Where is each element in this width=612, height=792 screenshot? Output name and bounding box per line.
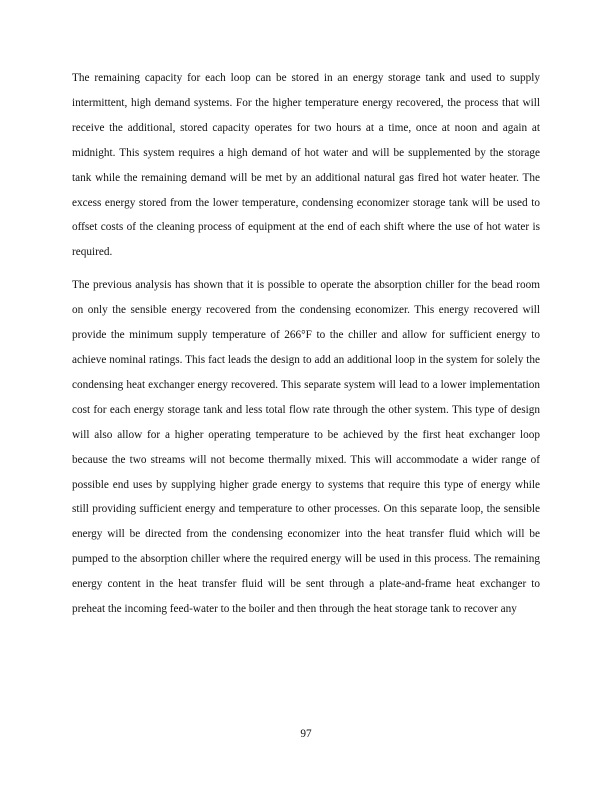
body-text [72, 66, 540, 622]
paragraph-absorption-chiller: The previous analysis has shown that it is possible to operate the absorption chiller for the bead room on only the sensible energy recovered from the condensing economizer. This energy recovered will provide the minimum supply temperature of 266°F to the chiller and allow for sufficient energy to achieve nominal ratings. This fact leads the design to add an additional loop in the system for solely the condensing heat exchanger energy recovered. This separate system will lead to a lower implementation cost for each energy storage tank and less total flow rate through the other system. This type of design will also allow for a higher operating temperature to be achieved by the first heat exchanger loop because the two streams will not become thermally mixed. This will accommodate a wider range of possible end uses by supplying higher grade energy to systems that require this type of energy while still providing sufficient energy and temperature to other processes. On this separate loop, the sensible energy will be directed from the condensing economizer into the heat transfer fluid which will be pumped to the absorption chiller where the required energy will be used in this process. The remaining energy content in the heat transfer fluid will be sent through a plate-and-frame heat exchanger to preheat the incoming feed-water to the boiler and then through the heat storage tank to recover any [72, 279, 540, 616]
page-number: 97 [300, 728, 312, 740]
paragraph-storage-capacity: The remaining capacity for each loop can be stored in an energy storage tank and used to supply intermittent, high demand systems. For the higher temperature energy recovered, the process that will receive the additional, stored capacity operates for two hours at a time, once at noon and again at midnight. This system requires a high demand of hot water and will be supplemented by the storage tank while the remaining demand will be met by an additional natural gas fired hot water heater. The excess energy stored from the lower temperature, condensing economizer storage tank will be used to offset costs of the cleaning process of equipment at the end of each shift where the use of hot water is required. [72, 72, 540, 259]
